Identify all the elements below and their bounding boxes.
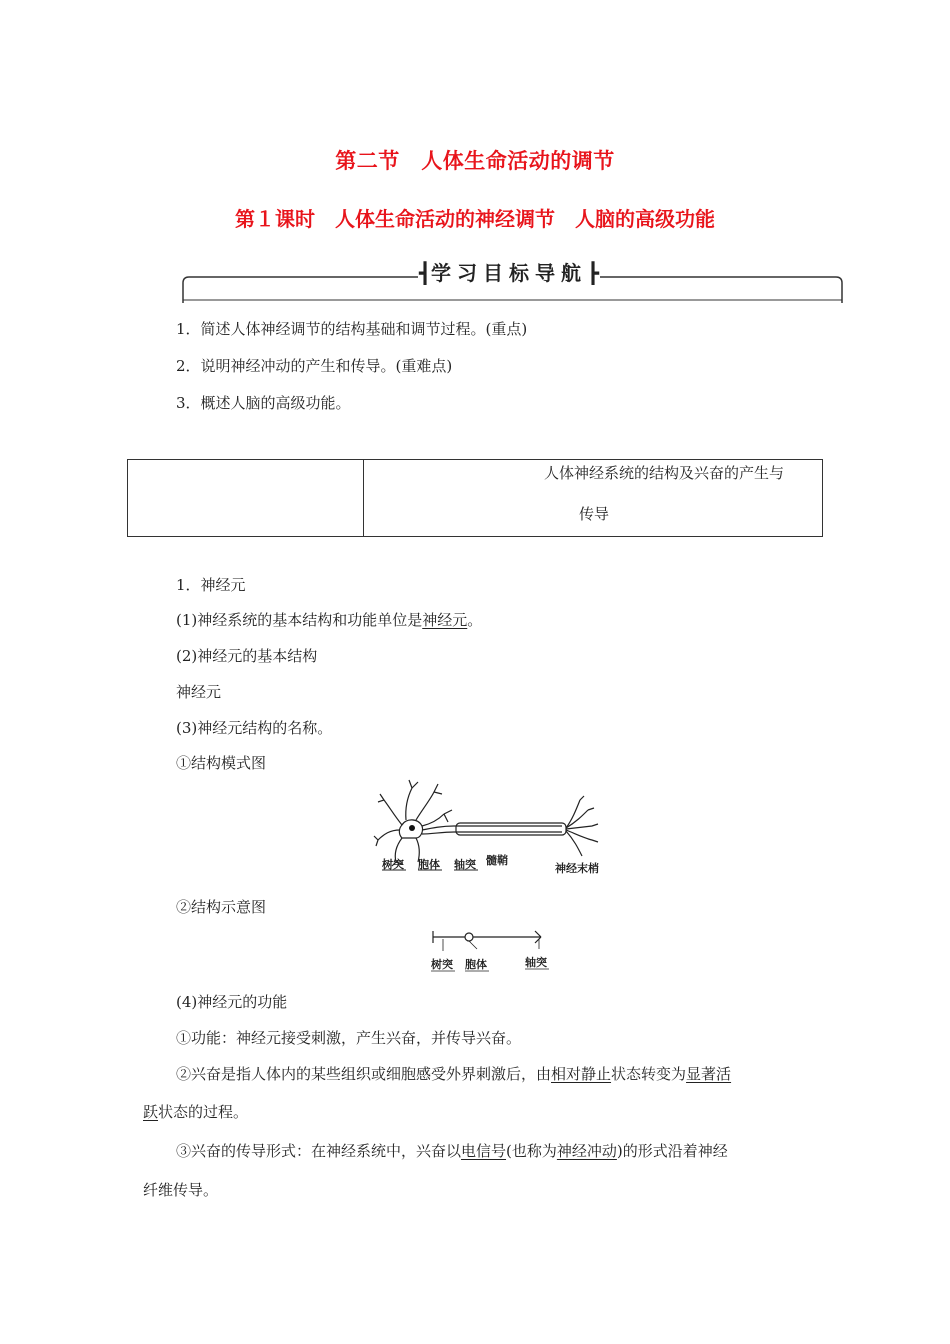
- nucleus-dot: [409, 825, 415, 831]
- paragraph-5: ①结构模式图: [176, 754, 267, 772]
- neuron-schematic-figure: [425, 925, 565, 975]
- topic-box: [127, 459, 823, 537]
- cell-body-circle: [465, 933, 473, 941]
- paragraph-10-cont: 纤维传导。: [143, 1181, 219, 1199]
- paragraph-10: ③兴奋的传导形式：在神经系统中，兴奋以电信号(也称为神经冲动)的形式沿着神经: [176, 1142, 728, 1160]
- topic-line-2: 传导: [579, 505, 610, 523]
- heading-neuron: 1．神经元: [176, 576, 246, 594]
- paragraph-7: (4)神经元的功能: [176, 993, 288, 1011]
- schematic-label-dendrite: 树突: [431, 958, 453, 971]
- lesson-title: 第１课时 人体生命活动的神经调节 人脑的高级功能: [235, 207, 715, 231]
- label-nerve-ending: 神经末梢: [555, 862, 599, 875]
- schematic-label-axon: 轴突: [525, 956, 547, 969]
- objective-3: 3．概述人脑的高级功能。: [176, 394, 351, 412]
- schematic-label-cell-body: 胞体: [465, 958, 487, 971]
- label-myelin: 髓鞘: [486, 854, 508, 867]
- topic-line-1: 人体神经系统的结构及兴奋的产生与: [544, 464, 785, 482]
- paragraph-9-cont: 跃状态的过程。: [143, 1103, 249, 1121]
- paragraph-2: (2)神经元的基本结构: [176, 647, 318, 665]
- objective-2: 2．说明神经冲动的产生和传导。(重难点): [176, 357, 453, 375]
- section-title: 第二节 人体生命活动的调节: [335, 148, 615, 173]
- paragraph-4: (3)神经元结构的名称。: [176, 719, 333, 737]
- paragraph-3: 神经元: [176, 683, 222, 701]
- objective-1: 1．简述人体神经调节的结构基础和调节过程。(重点): [176, 320, 528, 338]
- label-cell-body: 胞体: [418, 858, 440, 871]
- paragraph-8: ①功能：神经元接受刺激，产生兴奋，并传导兴奋。: [176, 1029, 522, 1047]
- topic-box-right-cell: [364, 460, 823, 537]
- topic-box-left-cell: [128, 460, 364, 537]
- label-axon: 轴突: [454, 858, 476, 871]
- label-dendrite: 树突: [382, 858, 404, 871]
- neuron-model-figure: [372, 770, 622, 880]
- paragraph-1: (1)神经系统的基本结构和功能单位是神经元。: [176, 611, 483, 629]
- banner-label: ┫学习目标导航┣: [418, 256, 600, 290]
- paragraph-6: ②结构示意图: [176, 898, 267, 916]
- paragraph-9: ②兴奋是指人体内的某些组织或细胞感受外界刺激后，由相对静止状态转变为显著活: [176, 1065, 732, 1083]
